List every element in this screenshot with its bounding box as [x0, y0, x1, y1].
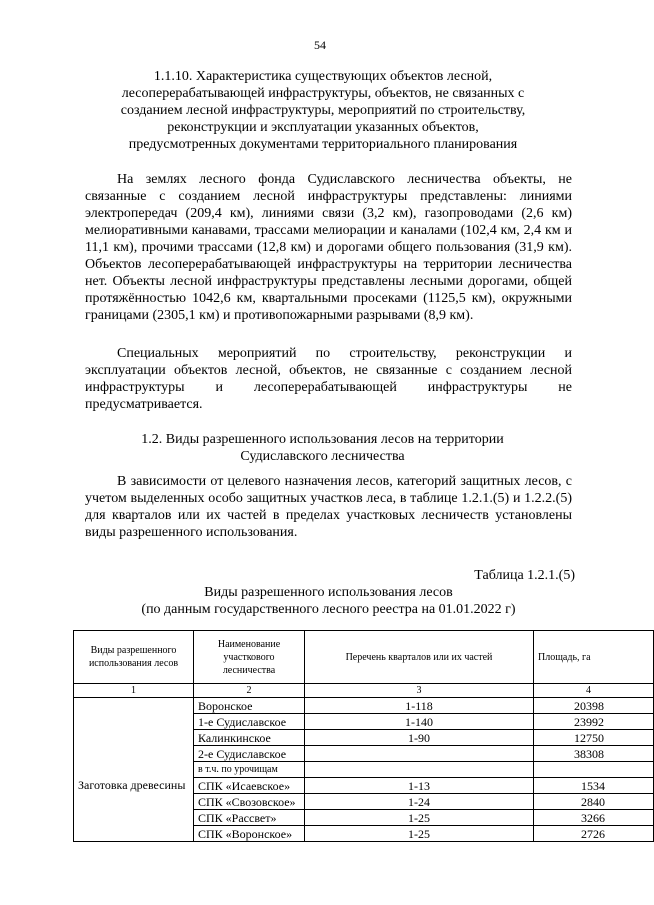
table-caption: Таблица 1.2.1.(5) [474, 568, 575, 583]
category-cell: Заготовка древесины [74, 698, 194, 842]
column-number: 4 [534, 684, 654, 698]
section-heading-1-1-10: 1.1.10. Характеристика существующих объектов лесной, лесоперерабатывающей инфраструктуры, объектов, не связанных с созданием лесной инфраструктуры, мероприятий по строительству, реконструкции и эксплуатации указанных объектов, предусмотренных документами территориального планирования [120, 69, 526, 152]
forestry-name: 1-е Судиславское [194, 714, 305, 730]
paragraph-infrastructure: На землях лесного фонда Судиславского лесничества объекты, не связанные с созданием лесной инфраструктуры представлены: линиями электропередач (209,4 км), линиями связи (3,2 км), газопроводами (2,6 км) мелиоративными канавами, трассами мелиорации и каналами (102,4 км, 2,4 км и 11,1 км), прочими трассами (12,8 км) и дорогами общего пользования (31,9 км). Объектов лесоперерабатывающей инфраструктуры на территории лесничества нет. Объекты лесной инфраструктуры представлены лесными дорогами, общей протяжённостью 1042,6 км, квартальными просеками (1125,5 км), окружными границами (2305,1 км) и противопожарными разрывами (8,9 км). [85, 172, 572, 323]
area-value: 23992 [534, 714, 654, 730]
area-value: 20398 [534, 698, 654, 714]
area-value: 1534 [534, 778, 654, 794]
section-heading-1-2: 1.2. Виды разрешенного использования лесов на территории Судиславского лесничества [141, 432, 504, 464]
quarters-range: 1-25 [305, 810, 534, 826]
header-quarters-list: Перечень кварталов или их частей [305, 631, 534, 684]
area-value: 38308 [534, 746, 654, 762]
quarters-range: 1-90 [305, 730, 534, 746]
quarters-range: 1-13 [305, 778, 534, 794]
table-title-line-2: (по данным государственного лесного реестра на 01.01.2022 г) [141, 602, 516, 617]
column-number: 3 [305, 684, 534, 698]
forestry-name: СПК «Воронское» [194, 826, 305, 842]
area-value: 2840 [534, 794, 654, 810]
permitted-use-table [73, 630, 605, 842]
quarters-range: 1-118 [305, 698, 534, 714]
quarters-range [305, 746, 534, 762]
header-use-type: Виды разрешенного использования лесов [74, 631, 194, 684]
paragraph-special-measures: Специальных мероприятий по строительству, реконструкции и эксплуатации объектов лесной, объектов, не связанные с созданием лесной инфраструктуры и лесоперерабатывающей инфраструктуры не предусматривается. [85, 346, 572, 412]
column-number: 2 [194, 684, 305, 698]
header-forestry-name: Наименование участкового лесничества [194, 631, 305, 684]
quarters-range [305, 762, 534, 778]
column-number: 1 [74, 684, 194, 698]
forestry-name: СПК «Свозовское» [194, 794, 305, 810]
forestry-name: СПК «Исаевское» [194, 778, 305, 794]
quarters-range: 1-140 [305, 714, 534, 730]
column-numbers-row [74, 684, 654, 698]
forestry-name: Калинкинское [194, 730, 305, 746]
quarters-range: 1-25 [305, 826, 534, 842]
table-row [74, 698, 654, 714]
forestry-name: Воронское [194, 698, 305, 714]
area-value: 12750 [534, 730, 654, 746]
area-value: 2726 [534, 826, 654, 842]
table-title-line-1: Виды разрешенного использования лесов [204, 585, 453, 600]
paragraph-permitted-use: В зависимости от целевого назначения лесов, категорий защитных лесов, с учетом выделенных особо защитных участков леса, в таблице 1.2.1.(5) и 1.2.2.(5) для кварталов или их частей в пределах участковых лесничеств установлены виды разрешенного использования. [85, 474, 572, 540]
forestry-name: 2-е Судиславское [194, 746, 305, 762]
quarters-range: 1-24 [305, 794, 534, 810]
forestry-name: в т.ч. по урочищам [194, 762, 305, 778]
area-value: 3266 [534, 810, 654, 826]
area-value [534, 762, 654, 778]
forestry-name: СПК «Рассвет» [194, 810, 305, 826]
header-area: Площадь, га [534, 631, 654, 684]
page-number: 54 [314, 38, 326, 52]
